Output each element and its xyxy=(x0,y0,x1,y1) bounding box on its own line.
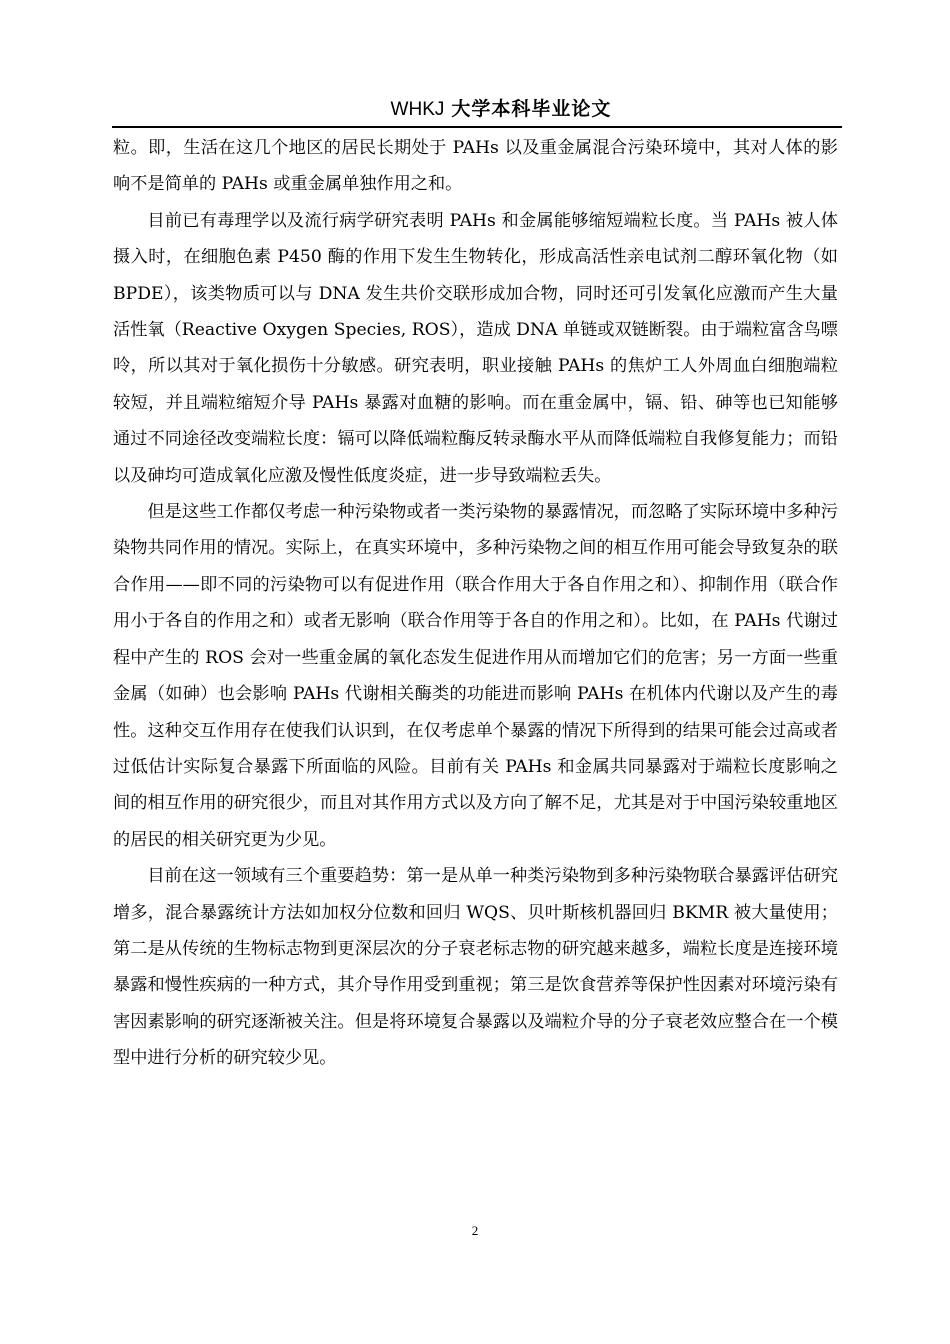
body-text xyxy=(113,130,838,1077)
paragraph-3: 但是这些工作都仅考虑一种污染物或者一类污染物的暴露情况，而忽略了实际环境中多种污染物共同作用的情况。实际上，在真实环境中，多种污染物之间的相互作用可能会导致复杂的联合作用——即不同的污染物可以有促进作用（联合作用大于各自作用之和）、抑制作用（联合作用小于各自的作用之和）或者无影响（联合作用等于各自的作用之和）。比如，在 PAHs 代谢过程中产生的 ROS 会对一些重金属的氧化态发生促进作用从而增加它们的危害；另一方面一些重金属（如砷）也会影响 PAHs 代谢相关酶类的功能进而影响 PAHs 在机体内代谢以及产生的毒性。这种交互作用存在使我们认识到，在仅考虑单个暴露的情况下所得到的结果可能会过高或者过低估计实际复合暴露下所面临的风险。目前有关 PAHs 和金属共同暴露对于端粒长度影响之间的相互作用的研究很少，而且对其作用方式以及方向了解不足，尤其是对于中国污染较重地区的居民的相关研究更为少见。 xyxy=(113,502,838,850)
header-title xyxy=(391,96,612,123)
header-code: WHKJ xyxy=(390,99,445,120)
page-number: 2 xyxy=(471,1223,479,1238)
header-name: 大学本科毕业论文 xyxy=(451,98,612,120)
paragraph-1: 粒。即，生活在这几个地区的居民长期处于 PAHs 以及重金属混合污染环境中，其对人体的影响不是简单的 PAHs 或重金属单独作用之和。 xyxy=(113,138,838,195)
paragraph-4: 目前在这一领域有三个重要趋势：第一是从单一种类污染物到多种污染物联合暴露评估研究增多，混合暴露统计方法如加权分位数和回归 WQS、贝叶斯核机器回归 BKMR 被大量使用；第二是从传统的生物标志物到更深层次的分子衰老标志物的研究越来越多，端粒长度是连接环境暴露和慢性疾病的一种方式，其介导作用受到重视；第三是饮食营养等保护性因素对环境污染有害因素影响的研究逐渐被关注。但是将环境复合暴露以及端粒介导的分子衰老效应整合在一个模型中进行分析的研究较少见。 xyxy=(113,866,838,1069)
page-header xyxy=(112,96,842,128)
paragraph-2: 目前已有毒理学以及流行病学研究表明 PAHs 和金属能够缩短端粒长度。当 PAHs 被人体摄入时，在细胞色素 P450 酶的作用下发生生物转化，形成高活性亲电试剂二醇环氧化物（如 BPDE），该类物质可以与 DNA 发生共价交联形成加合物，同时还可引发氧化应激而产生大量活性氧（Reactive Oxygen Species, ROS），造成 DNA 单链或双链断裂。由于端粒富含鸟嘌呤，所以其对于氧化损伤十分敏感。研究表明，职业接触 PAHs 的焦炉工人外周血白细胞端粒较短，并且端粒缩短介导 PAHs 暴露对血糖的影响。而在重金属中，镉、铅、砷等也已知能够通过不同途径改变端粒长度：镉可以降低端粒酶反转录酶水平从而降低端粒自我修复能力；而铅以及砷均可造成氧化应激及慢性低度炎症，进一步导致端粒丢失。 xyxy=(113,210,838,486)
